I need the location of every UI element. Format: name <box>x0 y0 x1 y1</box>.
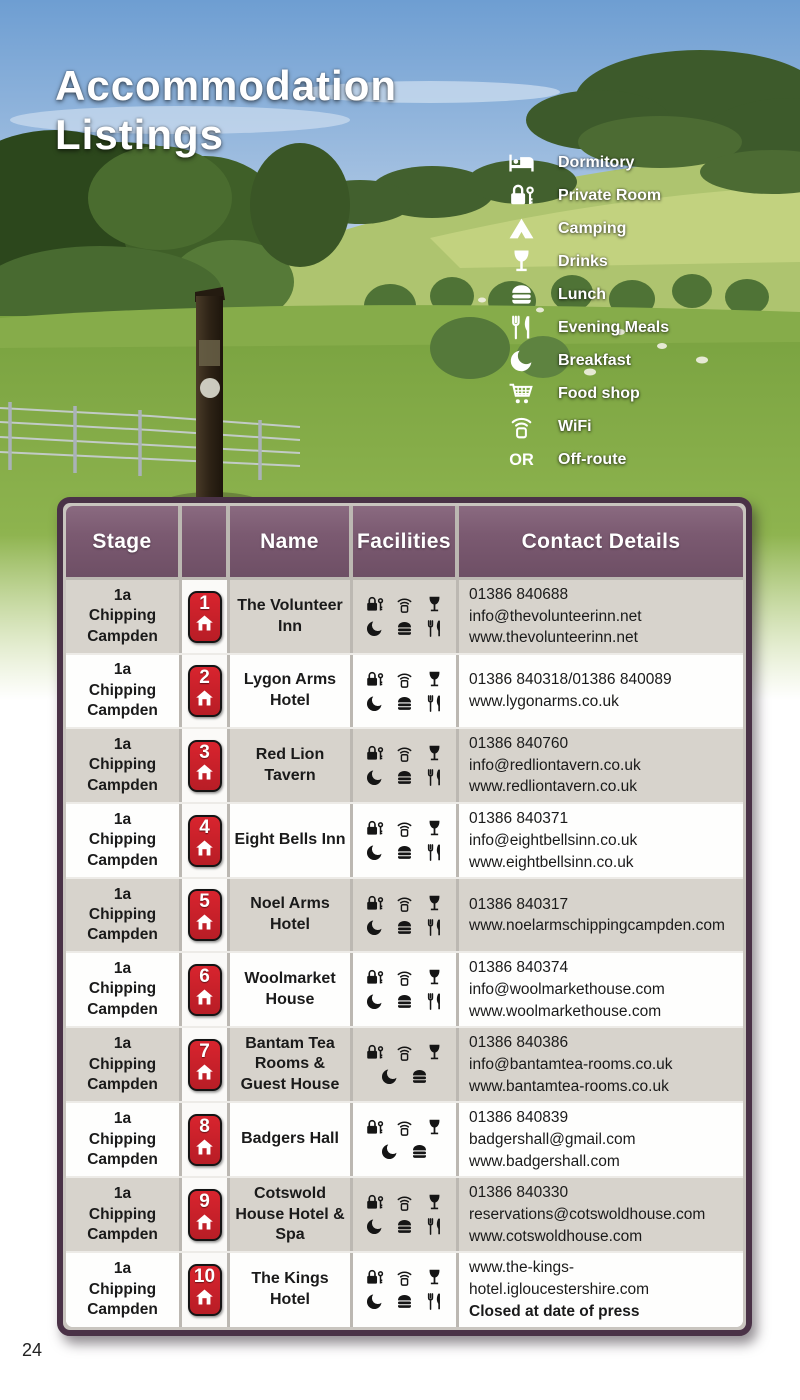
contact-line: info@thevolunteerinn.net <box>469 607 642 625</box>
house-icon <box>195 840 214 856</box>
contact-line: 01386 840760 <box>469 735 569 753</box>
stage-location: Chipping Campden <box>87 1130 158 1169</box>
contact-line: www.noelarmschippingcampden.com <box>469 917 725 935</box>
stage-code: 1a <box>113 810 132 828</box>
table-row <box>66 879 743 953</box>
facilities-cell <box>353 1103 459 1176</box>
facilities-cell <box>353 804 459 877</box>
breakfast-icon <box>508 347 535 374</box>
dormitory-icon <box>508 149 535 176</box>
marker-cell <box>182 1253 230 1326</box>
evening-meals-icon <box>425 992 444 1011</box>
accommodation-name: Bantam Tea Rooms & Guest House <box>240 1034 340 1094</box>
drinks-icon <box>425 595 444 614</box>
facilities-line1 <box>365 1118 444 1137</box>
facilities-cell <box>353 1028 459 1101</box>
marker-number: 3 <box>199 741 210 763</box>
house-icon <box>195 690 214 706</box>
contact-cell <box>459 655 743 727</box>
camping-icon <box>508 215 535 242</box>
name-cell <box>230 804 353 877</box>
contact-cell <box>459 1103 743 1176</box>
header-stage: Stage <box>66 506 182 577</box>
drinks-icon <box>425 1193 444 1212</box>
stage-cell <box>66 953 182 1026</box>
contact-line: info@eightbellsinn.co.uk <box>469 831 638 849</box>
facilities-cell <box>353 1178 459 1251</box>
legend-item <box>498 410 669 443</box>
marker-number: 2 <box>199 667 210 689</box>
stage-code: 1a <box>113 1035 132 1053</box>
contact-cell <box>459 1253 743 1326</box>
table-row <box>66 1103 743 1178</box>
lunch-icon <box>395 843 414 862</box>
breakfast-icon <box>380 1142 399 1161</box>
legend-item <box>498 377 669 410</box>
breakfast-icon <box>380 1067 399 1086</box>
name-cell <box>230 879 353 951</box>
table-body <box>66 580 743 1327</box>
contact-line: www.eightbellsinn.co.uk <box>469 853 634 871</box>
stage-location: Chipping Campden <box>87 756 158 794</box>
marker-number: 1 <box>199 592 210 614</box>
house-icon <box>195 1139 214 1155</box>
legend-label: Food shop <box>558 384 640 402</box>
legend-icon-slot <box>498 380 544 407</box>
legend-label: Drinks <box>558 252 608 270</box>
facilities-line1 <box>365 1043 444 1062</box>
facilities-line1 <box>365 1268 444 1287</box>
legend-label: Evening Meals <box>558 318 670 336</box>
lunch-icon <box>395 918 414 937</box>
stage-cell <box>66 804 182 877</box>
table-header <box>66 506 743 580</box>
private-room-icon <box>365 819 384 838</box>
accommodation-name: The Volunteer Inn <box>237 596 343 635</box>
wifi-icon <box>395 1043 414 1062</box>
wifi-icon <box>395 1268 414 1287</box>
stage-location: Chipping Campden <box>87 681 158 720</box>
drinks-icon <box>425 744 444 763</box>
contact-line: www.badgershall.com <box>469 1152 620 1170</box>
marker-cell <box>182 1028 230 1101</box>
wifi-icon <box>395 1193 414 1212</box>
drinks-icon <box>425 968 444 987</box>
evening-meals-icon <box>425 694 444 713</box>
stage-location: Chipping Campden <box>87 831 158 869</box>
contact-line: 01386 840317 <box>469 895 569 913</box>
marker-number: 10 <box>193 1265 216 1287</box>
drinks-icon <box>425 1043 444 1062</box>
stage-code: 1a <box>113 1185 132 1203</box>
facilities-cell <box>353 1253 459 1326</box>
stage-location: Chipping Campden <box>87 1205 158 1244</box>
name-cell <box>230 655 353 727</box>
stage-location: Chipping Campden <box>87 980 158 1018</box>
breakfast-icon <box>365 1217 384 1236</box>
contact-cell <box>459 879 743 951</box>
legend-icon-slot <box>498 281 544 308</box>
header-name: Name <box>230 506 353 577</box>
marker-cell <box>182 879 230 951</box>
location-marker <box>188 1114 222 1166</box>
page-title-line2: Listings <box>55 110 225 158</box>
accommodation-name: Woolmarket House <box>244 969 336 1008</box>
private-room-icon <box>365 1268 384 1287</box>
contact-line: www.bantamtea-rooms.co.uk <box>469 1077 669 1095</box>
drinks-icon <box>425 819 444 838</box>
legend-item <box>498 146 669 179</box>
stage-code: 1a <box>113 735 132 753</box>
marker-number: 6 <box>199 965 210 987</box>
drinks-icon <box>425 1268 444 1287</box>
legend-icon-slot <box>498 446 544 473</box>
wifi-icon <box>395 819 414 838</box>
stage-cell <box>66 1178 182 1251</box>
name-cell <box>230 580 353 653</box>
wifi-icon <box>395 595 414 614</box>
lunch-icon <box>395 694 414 713</box>
contact-cell <box>459 953 743 1026</box>
stage-cell <box>66 1103 182 1176</box>
facilities-line1 <box>365 595 444 614</box>
stage-cell <box>66 580 182 653</box>
legend-icon-slot <box>498 347 544 374</box>
stage-code: 1a <box>113 1260 132 1278</box>
page-number: 24 <box>22 1340 43 1360</box>
marker-number: 9 <box>199 1190 210 1212</box>
contact-cell <box>459 729 743 802</box>
facilities-line2 <box>365 768 444 787</box>
facilities-line1 <box>365 670 444 689</box>
private-room-icon <box>365 1118 384 1137</box>
private-room-icon <box>365 670 384 689</box>
location-marker <box>188 1189 222 1241</box>
breakfast-icon <box>365 843 384 862</box>
stage-cell <box>66 1028 182 1101</box>
lunch-icon <box>395 1292 414 1311</box>
evening-meals-icon <box>425 843 444 862</box>
legend-label: Camping <box>558 219 627 237</box>
location-marker <box>188 740 222 792</box>
wifi-icon <box>395 968 414 987</box>
lunch-icon <box>395 1217 414 1236</box>
accommodation-table <box>57 497 752 1336</box>
marker-number: 7 <box>199 1040 210 1062</box>
marker-cell <box>182 655 230 727</box>
facilities-line2 <box>365 1217 444 1236</box>
stage-location: Chipping Campden <box>87 607 158 645</box>
legend-icon-slot <box>498 215 544 242</box>
name-cell <box>230 729 353 802</box>
accommodation-name: The Kings Hotel <box>251 1270 329 1308</box>
contact-line: www.the-kings-hotel.igloucestershire.com <box>469 1259 650 1299</box>
house-icon <box>195 989 214 1005</box>
page-title <box>55 62 397 159</box>
facilities-line2 <box>365 619 444 638</box>
legend-icon-slot <box>498 149 544 176</box>
facilities-line2 <box>365 992 444 1011</box>
marker-cell <box>182 804 230 877</box>
stage-location: Chipping Campden <box>87 1055 158 1093</box>
legend-icon-slot <box>498 182 544 209</box>
contact-cell <box>459 580 743 653</box>
facilities-line2 <box>365 918 444 937</box>
marker-cell <box>182 1178 230 1251</box>
location-marker <box>188 591 222 643</box>
facilities-line2 <box>380 1142 429 1161</box>
lunch-icon <box>395 768 414 787</box>
house-icon <box>195 764 214 780</box>
facilities-line2 <box>365 694 444 713</box>
accommodation-name: Eight Bells Inn <box>234 831 346 849</box>
facilities-line1 <box>365 744 444 763</box>
house-icon <box>195 1289 214 1305</box>
stage-code: 1a <box>113 586 132 604</box>
stage-code: 1a <box>113 885 132 903</box>
accommodation-name: Noel Arms Hotel <box>250 895 330 934</box>
breakfast-icon <box>365 918 384 937</box>
contact-line: 01386 840374 <box>469 959 569 977</box>
table-row <box>66 1253 743 1326</box>
legend-item <box>498 212 669 245</box>
location-marker <box>188 889 222 941</box>
contact-line: www.lygonarms.co.uk <box>469 693 619 711</box>
breakfast-icon <box>365 768 384 787</box>
lunch-icon <box>508 281 535 308</box>
stage-code: 1a <box>113 661 132 679</box>
marker-cell <box>182 729 230 802</box>
drinks-icon <box>508 248 535 275</box>
location-marker <box>188 815 222 867</box>
private-room-icon <box>365 595 384 614</box>
header-facilities: Facilities <box>353 506 459 577</box>
legend-item <box>498 443 669 476</box>
name-cell <box>230 1028 353 1101</box>
house-icon <box>195 1214 214 1230</box>
wifi-icon <box>508 413 535 440</box>
contact-line: 01386 840371 <box>469 810 569 828</box>
private-room-icon <box>365 744 384 763</box>
wifi-icon <box>395 894 414 913</box>
lunch-icon <box>395 619 414 638</box>
marker-number: 8 <box>199 1115 210 1137</box>
name-cell <box>230 1103 353 1176</box>
wifi-icon <box>395 744 414 763</box>
location-marker <box>188 665 222 717</box>
stage-cell <box>66 1253 182 1326</box>
name-cell <box>230 953 353 1026</box>
name-cell <box>230 1178 353 1251</box>
evening-meals-icon <box>425 619 444 638</box>
facilities-line2 <box>380 1067 429 1086</box>
facilities-line1 <box>365 968 444 987</box>
breakfast-icon <box>365 694 384 713</box>
breakfast-icon <box>365 1292 384 1311</box>
house-icon <box>195 1064 214 1080</box>
evening-meals-icon <box>425 1217 444 1236</box>
contact-line: www.woolmarkethouse.com <box>469 1002 662 1020</box>
table-row <box>66 953 743 1028</box>
location-marker <box>188 964 222 1016</box>
table-row <box>66 1028 743 1103</box>
header-contact: Contact Details <box>521 529 681 553</box>
name-cell <box>230 1253 353 1326</box>
page-title-line1: Accommodation <box>55 62 398 109</box>
facilities-line1 <box>365 894 444 913</box>
table-row <box>66 1178 743 1253</box>
contact-line: 01386 840330 <box>469 1184 569 1202</box>
evening-meals-icon <box>508 314 535 341</box>
marker-number: 5 <box>199 891 210 913</box>
legend-label: Off-route <box>558 450 627 468</box>
drinks-icon <box>425 894 444 913</box>
private-room-icon <box>365 894 384 913</box>
contact-line: 01386 840688 <box>469 586 569 603</box>
legend-icon-slot <box>498 314 544 341</box>
accommodation-name: Lygon Arms Hotel <box>243 671 337 710</box>
legend-label: Lunch <box>558 285 606 303</box>
legend-icon-slot <box>498 248 544 275</box>
stage-location: Chipping Campden <box>87 1280 158 1319</box>
accommodation-name: Red Lion Tavern <box>255 745 325 784</box>
stage-cell <box>66 729 182 802</box>
contact-cell <box>459 1028 743 1101</box>
stage-cell <box>66 655 182 727</box>
breakfast-icon <box>365 992 384 1011</box>
legend-item <box>498 344 669 377</box>
stage-cell <box>66 879 182 951</box>
contact-line: Closed at date of press <box>469 1302 640 1320</box>
table-row <box>66 804 743 879</box>
legend-label: Private Room <box>558 186 662 204</box>
table-row <box>66 655 743 729</box>
contact-line: 01386 840839 <box>469 1109 569 1127</box>
legend-icon-slot <box>498 413 544 440</box>
stage-location: Chipping Campden <box>87 905 158 944</box>
legend-item <box>498 311 669 344</box>
house-icon <box>195 615 214 631</box>
lunch-icon <box>395 992 414 1011</box>
wifi-icon <box>395 670 414 689</box>
header-marker <box>182 506 230 577</box>
drinks-icon <box>425 670 444 689</box>
facilities-cell <box>353 953 459 1026</box>
accommodation-name: Badgers Hall <box>241 1130 339 1148</box>
lunch-icon <box>410 1067 429 1086</box>
lunch-icon <box>410 1142 429 1161</box>
facilities-cell <box>353 729 459 802</box>
facilities-line2 <box>365 843 444 862</box>
private-room-icon <box>365 1043 384 1062</box>
legend-label: Breakfast <box>558 351 631 369</box>
evening-meals-icon <box>425 1292 444 1311</box>
facilities-line1 <box>365 1193 444 1212</box>
marker-number: 4 <box>199 816 210 838</box>
drinks-icon <box>425 1118 444 1137</box>
breakfast-icon <box>365 619 384 638</box>
evening-meals-icon <box>425 918 444 937</box>
wifi-icon <box>395 1118 414 1137</box>
stage-code: 1a <box>113 960 132 978</box>
contact-line: info@redliontavern.co.uk <box>469 756 641 774</box>
contact-line: www.thevolunteerinn.net <box>469 629 638 647</box>
contact-line: info@bantamtea-rooms.co.uk <box>469 1055 673 1073</box>
marker-cell <box>182 1103 230 1176</box>
private-room-icon <box>365 968 384 987</box>
stage-code: 1a <box>113 1110 132 1128</box>
facilities-legend <box>498 146 669 476</box>
facilities-line2 <box>365 1292 444 1311</box>
food-shop-icon <box>508 380 535 407</box>
contact-cell <box>459 1178 743 1251</box>
marker-cell <box>182 953 230 1026</box>
contact-cell <box>459 804 743 877</box>
legend-item <box>498 179 669 212</box>
contact-line: www.redliontavern.co.uk <box>469 778 637 796</box>
legend-item <box>498 278 669 311</box>
facilities-cell <box>353 655 459 727</box>
private-room-icon <box>508 182 535 209</box>
accommodation-name: Cotswold House Hotel & Spa <box>235 1184 345 1244</box>
facilities-line1 <box>365 819 444 838</box>
legend-label: WiFi <box>558 417 592 435</box>
contact-line: badgershall@gmail.com <box>469 1131 636 1148</box>
off-route-icon <box>508 446 535 473</box>
evening-meals-icon <box>425 768 444 787</box>
legend-label: Dormitory <box>558 153 635 171</box>
private-room-icon <box>365 1193 384 1212</box>
table-row <box>66 729 743 804</box>
location-marker <box>188 1039 222 1091</box>
contact-line: www.cotswoldhouse.com <box>469 1227 643 1245</box>
table-row <box>66 580 743 655</box>
facilities-cell <box>353 580 459 653</box>
marker-cell <box>182 580 230 653</box>
contact-line: reservations@cotswoldhouse.com <box>469 1206 706 1224</box>
legend-item <box>498 245 669 278</box>
facilities-cell <box>353 879 459 951</box>
contact-line: 01386 840318/01386 840089 <box>469 671 672 689</box>
contact-line: info@woolmarkethouse.com <box>469 980 665 998</box>
location-marker <box>188 1264 222 1316</box>
contact-line: 01386 840386 <box>469 1034 569 1052</box>
house-icon <box>195 914 214 930</box>
